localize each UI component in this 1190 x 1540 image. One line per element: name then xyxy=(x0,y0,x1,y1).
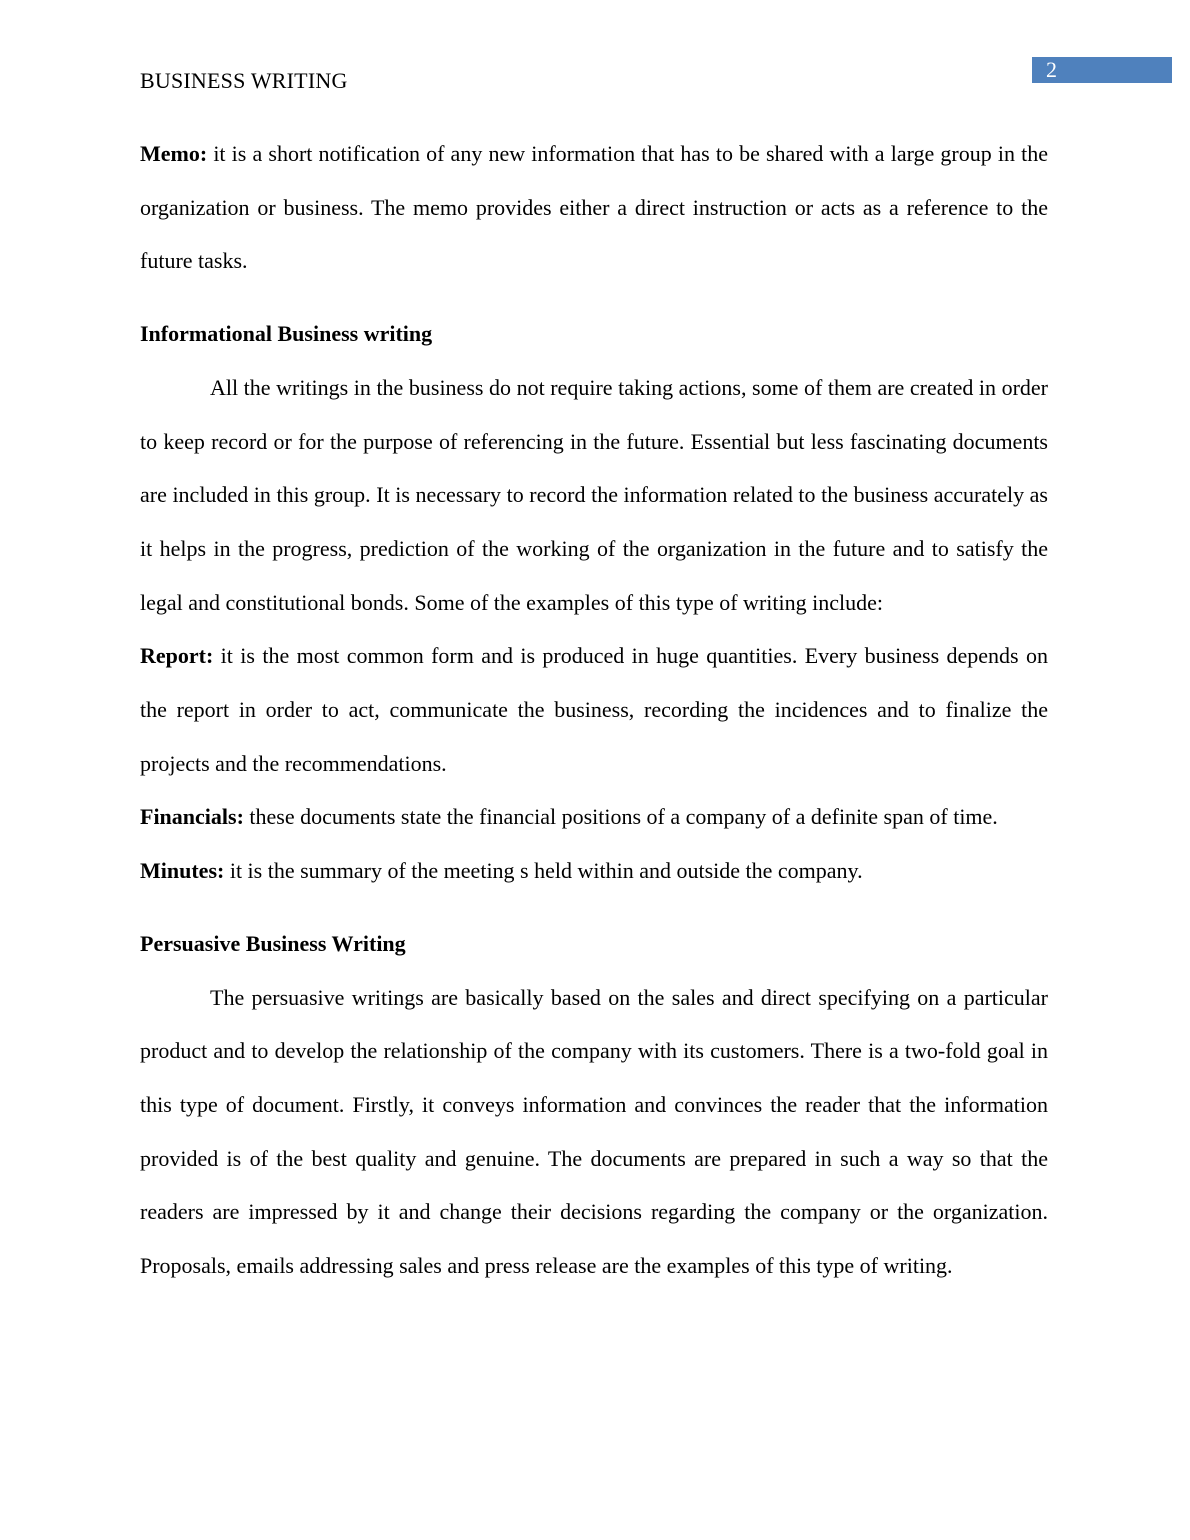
financials-paragraph xyxy=(140,790,1048,844)
minutes-paragraph xyxy=(140,844,1048,898)
informational-paragraph: All the writings in the business do not require taking actions, some of them are created in order to keep record or for the purpose of referencing in the future. Essential but less fascinating documents are included in this group. It is necessary to record the information related to the business accurately as it helps in the progress, prediction of the working of the organization in the future and to satisfy the legal and constitutional bonds. Some of the examples of this type of writing include: xyxy=(140,374,1048,615)
minutes-text: it is the summary of the meeting s held within and outside the company. xyxy=(224,858,863,884)
memo-term: Memo: xyxy=(140,141,208,166)
persuasive-heading: Persuasive Business Writing xyxy=(140,930,406,956)
persuasive-paragraph: The persuasive writings are basically based on the sales and direct specifying on a particular product and to develop the relationship of the company with its customers. There is a two-fold goal in this type of document. Firstly, it conveys information and convinces the reader that the information provided is of the best quality and genuine. The documents are prepared in such a way so that the readers are impressed by it and change their decisions regarding the company or the organization. Proposals, emails addressing sales and press release are the examples of this type of writing. xyxy=(140,984,1048,1279)
informational-heading: Informational Business writing xyxy=(140,321,433,347)
report-term: Report: xyxy=(140,643,214,669)
page-number-badge xyxy=(1032,57,1172,83)
report-paragraph xyxy=(140,629,1048,790)
page-number: 2 xyxy=(1046,57,1057,82)
memo-paragraph xyxy=(140,127,1048,288)
running-head: BUSINESS WRITING xyxy=(140,68,348,93)
financials-term: Financials: xyxy=(140,804,244,830)
report-text: it is the most common form and is produced in huge quantities. Every business depends on the report in order to act, communicate the business, recording the incidences and to finalize the projects and the recommendations. xyxy=(140,643,1048,776)
financials-text: these documents state the financial positions of a company of a definite span of time. xyxy=(243,804,998,830)
memo-text: it is a short notification of any new information that has to be shared with a large group in the organization or business. The memo provides either a direct instruction or acts as a reference to the future tasks. xyxy=(140,141,1048,274)
document-body xyxy=(140,127,1048,1293)
minutes-term: Minutes: xyxy=(140,858,225,884)
